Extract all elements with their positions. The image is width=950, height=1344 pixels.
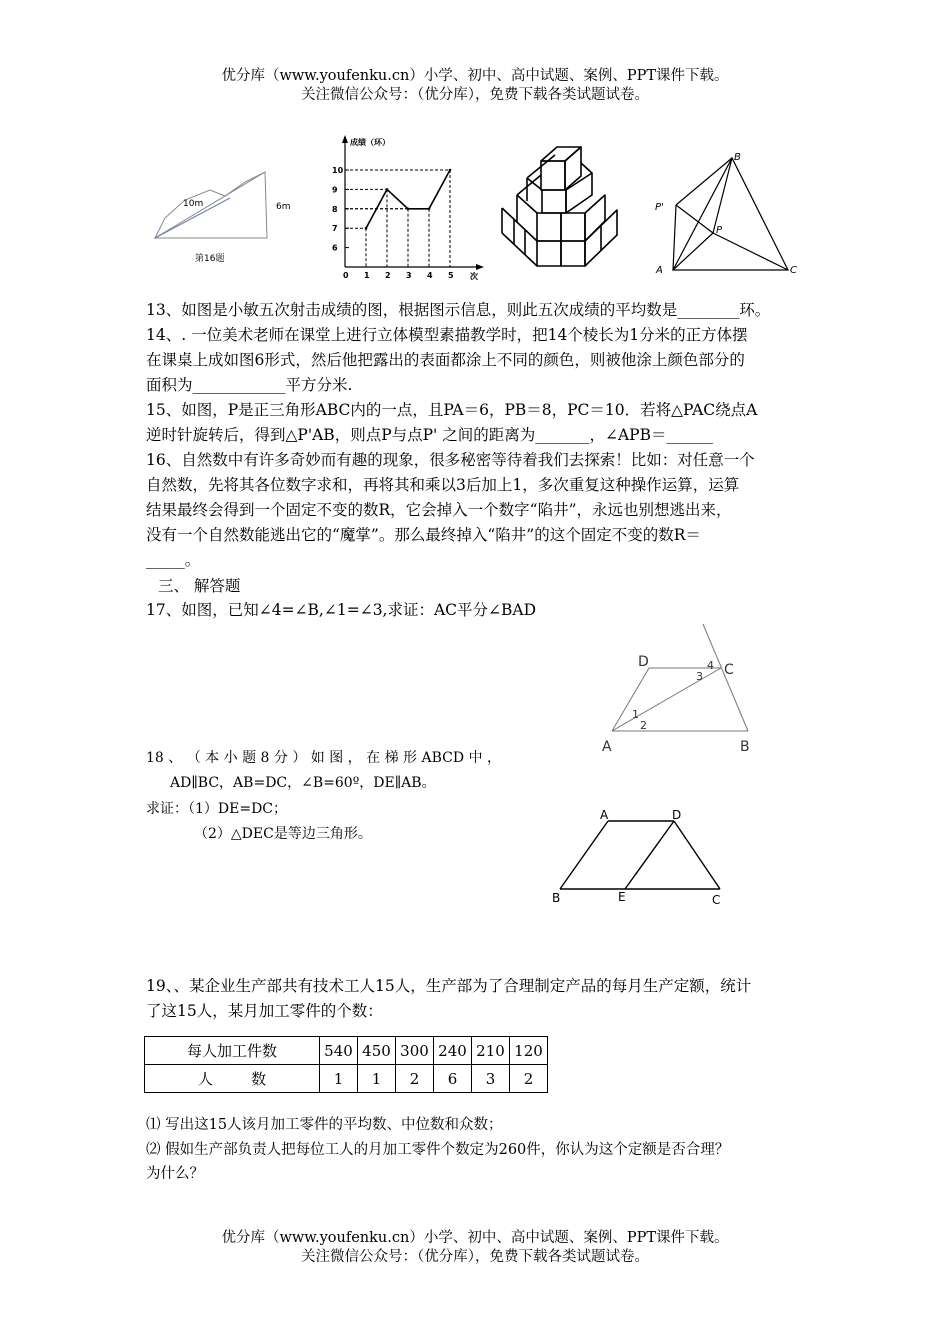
table-cell: 210 — [472, 1037, 510, 1065]
question-16-line-2: 自然数，先将其各位数字求和，再将其和乘以3后加上1，多次重复这种操作运算，运算 — [146, 476, 740, 494]
chart-ylabel: 成绩（环） — [350, 138, 390, 147]
fig18-label-d: D — [672, 808, 682, 822]
question-15-line-2: 逆时针旋转后，得到△P'AB，则点P与点P' 之间的距离为_______，∠APB＝______ — [146, 426, 713, 444]
score-line-chart — [328, 133, 488, 281]
fig18-label-b: B — [552, 891, 561, 905]
footer-line-2: 关注微信公众号：（优分库），免费下载各类试题试卷。 — [301, 1249, 649, 1265]
chart-x-tick-label: 1 — [364, 271, 370, 280]
question-19-line-2: 了这15人，某月加工零件的个数： — [146, 1002, 383, 1020]
question-19-part-1: ⑴ 写出这15人该月加工零件的平均数、中位数和众数； — [146, 1117, 503, 1133]
fig17-angle-1: 1 — [632, 708, 639, 721]
table-cell: 300 — [396, 1037, 434, 1065]
footer-line-1: 优分库（www.youfenku.cn）小学、初中、高中试题、案例、PPT课件下载。 — [221, 1230, 729, 1246]
chart-point — [365, 227, 368, 230]
question-14-line-1: 14、. 一位美术老师在课堂上进行立体模型素描教学时，把14个棱长为1分米的正方体摆 — [146, 326, 748, 344]
fig17-label-d: D — [638, 654, 649, 670]
chart-xlabel: 次 — [470, 272, 478, 281]
table-cell: 240 — [434, 1037, 472, 1065]
table-cell: 450 — [358, 1037, 396, 1065]
fig18-label-e: E — [618, 890, 626, 904]
table-row — [145, 1037, 548, 1065]
tri-label-a: A — [656, 265, 663, 276]
chart-x-tick-label: 3 — [406, 271, 412, 280]
table-cell: 2 — [510, 1065, 548, 1093]
question-19-line-1: 19、、某企业生产部共有技术工人15人，生产部为了合理制定产品的每月生产定额，统计 — [146, 977, 752, 995]
tri-label-c: C — [790, 265, 797, 276]
table-cell: 1 — [320, 1065, 358, 1093]
chart-y-tick-label: 10 — [332, 166, 344, 175]
trapezoid-figure — [548, 803, 733, 911]
chart-x-tick-label: 4 — [427, 271, 433, 280]
table-cell: 120 — [510, 1037, 548, 1065]
triangle-rotation-figure — [650, 148, 810, 280]
chart-y-tick-label: 9 — [332, 185, 338, 195]
question-16-line-3: 结果最终会得到一个固定不变的数R，它会掉入一个数字“陷井”，永远也别想逃出来， — [146, 501, 732, 519]
chart-point — [407, 208, 410, 211]
tri-label-b: B — [734, 152, 741, 163]
fig17-label-a: A — [602, 739, 612, 755]
question-13: 13、如图是小敏五次射击成绩的图，根据图示信息，则此五次成绩的平均数是________环。 — [146, 301, 771, 319]
slope-length-label: 10m — [183, 199, 204, 209]
tri-label-p-prime: P' — [655, 202, 664, 213]
table-cell: 540 — [320, 1037, 358, 1065]
section-3-title: 三、 解答题 — [158, 577, 241, 595]
angle-bisector-figure — [598, 620, 763, 755]
chart-y-tick-label: 8 — [332, 204, 338, 214]
tri-label-p: P — [716, 225, 723, 236]
table-header-people: 人 数 — [145, 1065, 320, 1093]
table-cell: 3 — [472, 1065, 510, 1093]
table-row — [145, 1065, 548, 1093]
workpiece-table — [144, 1036, 548, 1093]
page-header — [0, 67, 950, 105]
page-footer — [0, 1229, 950, 1267]
question-16-line-5: _____。 — [146, 551, 201, 569]
fig17-label-b: B — [740, 739, 750, 755]
chart-y-tick-label: 7 — [332, 224, 338, 234]
fig17-angle-3: 3 — [696, 670, 703, 683]
question-15-line-1: 15、如图，P是正三角形ABC内的一点，且PA＝6，PB＝8，PC＝10．若将△PAC绕点A — [146, 401, 758, 419]
fig17-label-c: C — [724, 662, 734, 678]
fig17-angle-2: 2 — [640, 719, 647, 732]
chart-y-arrow — [342, 135, 348, 143]
table-cell: 1 — [358, 1065, 396, 1093]
question-16-line-1: 16、自然数中有许多奇妙而有趣的现象，很多秘密等待着我们去探索！比如：对任意一个 — [146, 451, 755, 469]
header-line-2: 关注微信公众号：（优分库），免费下载各类试题试卷。 — [301, 87, 649, 103]
fig17-angle-4: 4 — [707, 659, 714, 672]
slope-height-label: 6m — [276, 202, 291, 212]
question-18-line-2: AD∥BC，AB=DC，∠B=60º，DE∥AB。 — [170, 775, 436, 791]
table-cell: 2 — [396, 1065, 434, 1093]
question-17: 17、如图，已知∠4=∠B,∠1=∠3,求证：AC平分∠BAD — [146, 601, 537, 619]
chart-point — [386, 188, 389, 191]
chart-x-arrow — [476, 264, 484, 270]
question-16-line-4: 没有一个自然数能逃出它的“魔掌”。那么最终掉入“陷井”的这个固定不变的数R＝ — [146, 526, 701, 544]
question-19-part-2: ⑵ 假如生产部负责人把每位工人的月加工零件个数定为260件，你认为这个定额是否合理？ — [146, 1142, 730, 1158]
fig18-label-c: C — [712, 893, 721, 907]
chart-x-tick-label: 2 — [385, 271, 391, 280]
question-14-line-2: 在课桌上成如图6形式，然后他把露出的表面都涂上不同的颜色，则被他涂上颜色部分的 — [146, 351, 745, 369]
question-18-line-1: 18 、 （ 本 小 题 8 分 ） 如 图 ， 在 梯 形 ABCD 中 ， — [146, 750, 501, 766]
question-18-line-3: 求证：（1）DE=DC； — [146, 801, 288, 817]
table-cell: 6 — [434, 1065, 472, 1093]
header-line-1: 优分库（www.youfenku.cn）小学、初中、高中试题、案例、PPT课件下载。 — [221, 68, 729, 84]
cube-pyramid-figure — [497, 143, 622, 273]
fig18-label-a: A — [600, 808, 609, 822]
slope-figure — [150, 160, 291, 270]
chart-point — [428, 208, 431, 211]
question-18-line-4: （2）△DEC是等边三角形。 — [194, 826, 372, 842]
chart-y-tick-label: 6 — [332, 243, 338, 253]
question-14-line-3: 面积为____________平方分米. — [146, 376, 353, 394]
chart-x-tick-label: 5 — [448, 271, 454, 280]
chart-point — [449, 169, 452, 172]
slope-caption: 第16题 — [195, 254, 225, 264]
table-header-count: 每人加工件数 — [145, 1037, 320, 1065]
chart-x-tick-label: 0 — [343, 271, 349, 280]
question-19-part-2-cont: 为什么？ — [146, 1166, 204, 1182]
